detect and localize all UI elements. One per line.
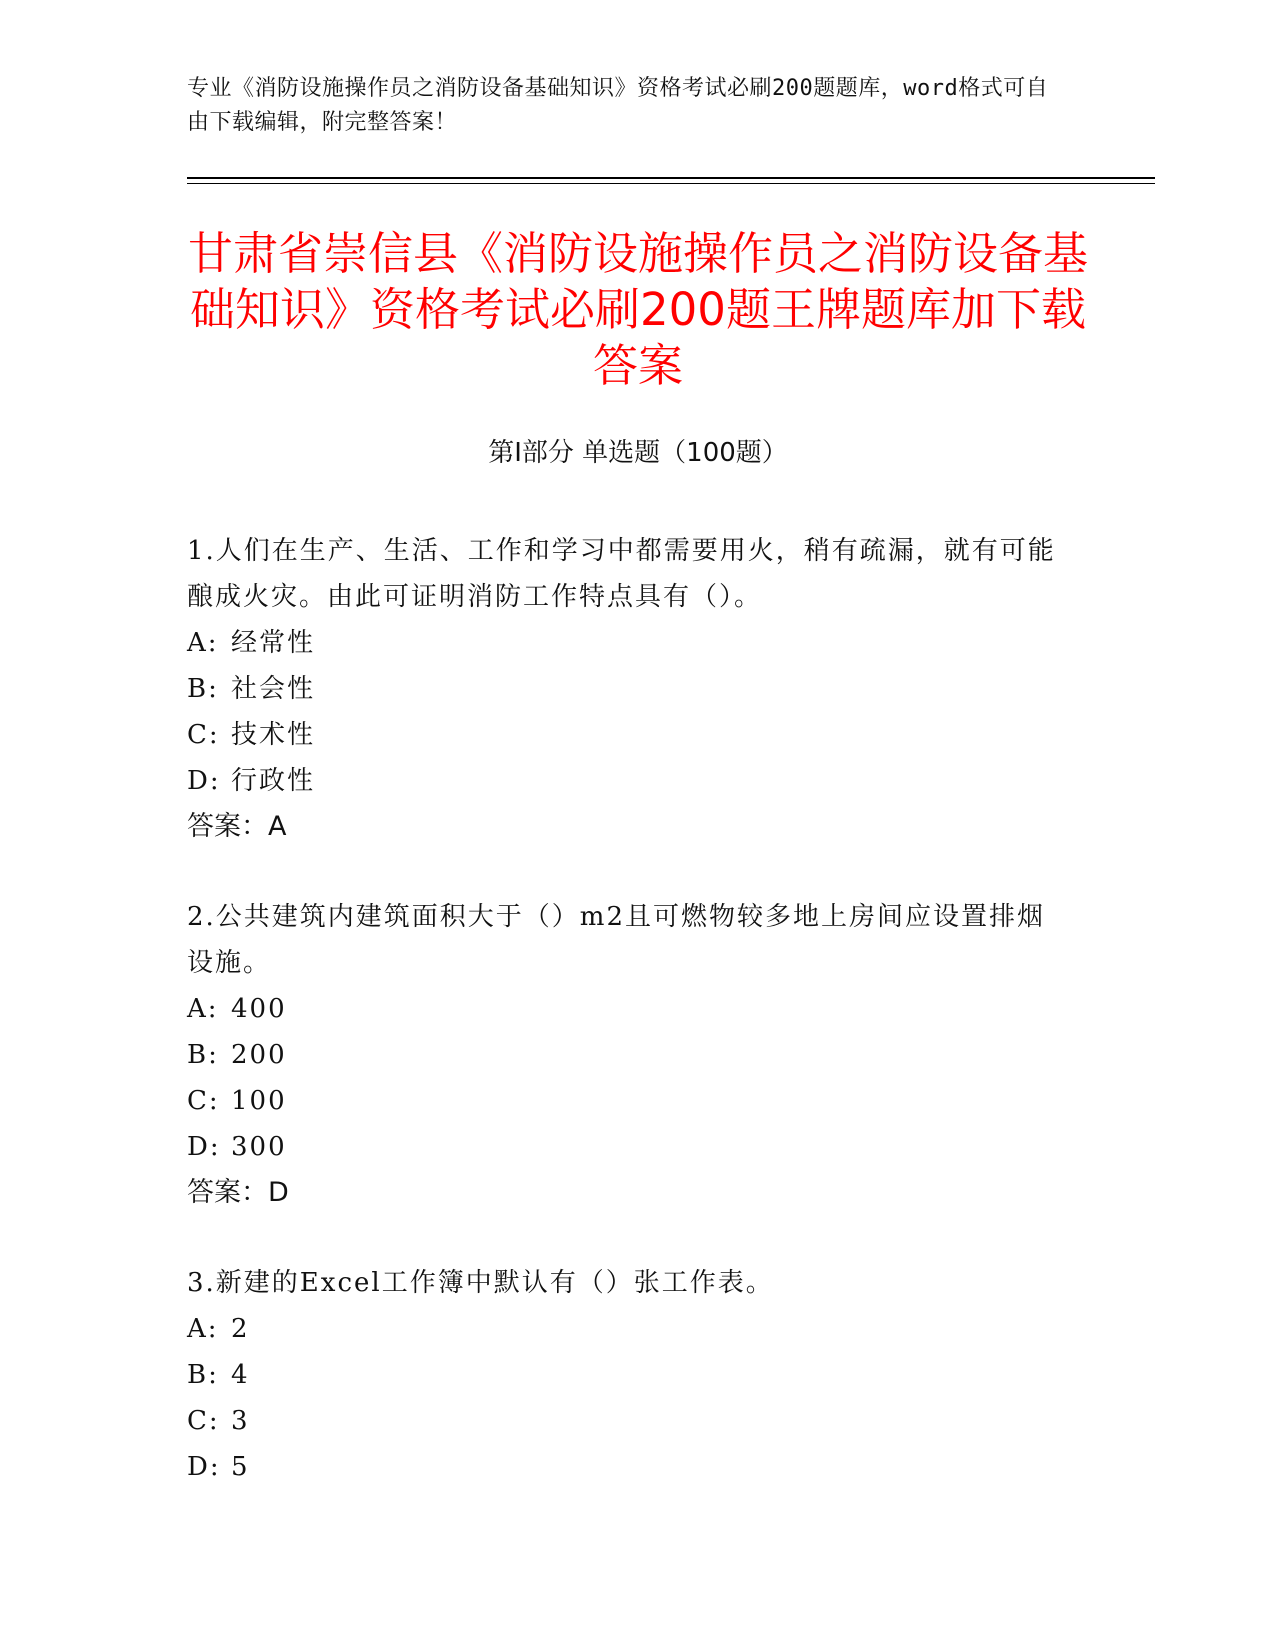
option-text: 100 bbox=[231, 1086, 287, 1116]
option-text: 行政性 bbox=[231, 766, 316, 796]
option-key: C: bbox=[187, 1086, 220, 1116]
option-key: C: bbox=[187, 1406, 220, 1436]
answer: 答案：D bbox=[187, 1177, 289, 1208]
option-c bbox=[187, 712, 1067, 758]
option-key: D: bbox=[187, 1452, 221, 1482]
option-key: B: bbox=[187, 674, 219, 704]
option-text: 5 bbox=[231, 1452, 250, 1482]
option-key: A: bbox=[187, 994, 219, 1024]
header-divider-bottom bbox=[187, 183, 1155, 184]
option-text: 400 bbox=[231, 994, 287, 1024]
option-key: B: bbox=[187, 1040, 219, 1070]
option-text: 2 bbox=[231, 1314, 250, 1344]
option-text: 200 bbox=[231, 1040, 287, 1070]
option-d bbox=[187, 1444, 1067, 1490]
option-d bbox=[187, 758, 1067, 804]
header-note: 专业《消防设施操作员之消防设备基础知识》资格考试必刷200题题库，word格式可自由下载编辑，附完整答案！ bbox=[187, 76, 1049, 135]
option-b bbox=[187, 666, 1067, 712]
option-text: 3 bbox=[231, 1406, 250, 1436]
option-b bbox=[187, 1352, 1067, 1398]
option-text: 技术性 bbox=[231, 720, 316, 750]
question-stem: 1.人们在生产、生活、工作和学习中都需要用火，稍有疏漏，就有可能酿成火灾。由此可证明消防工作特点具有（）。 bbox=[187, 536, 1056, 612]
option-a bbox=[187, 986, 1067, 1032]
option-c bbox=[187, 1398, 1067, 1444]
option-c bbox=[187, 1078, 1067, 1124]
option-key: A: bbox=[187, 1314, 219, 1344]
option-key: D: bbox=[187, 1132, 221, 1162]
option-text: 4 bbox=[231, 1360, 250, 1390]
header-divider-top bbox=[187, 177, 1155, 179]
document-title: 甘肃省崇信县《消防设施操作员之消防设备基础知识》资格考试必刷200题王牌题库加下载答案 bbox=[187, 227, 1088, 392]
question-list bbox=[187, 528, 1067, 1534]
option-key: C: bbox=[187, 720, 220, 750]
question-stem: 2.公共建筑内建筑面积大于（）m2且可燃物较多地上房间应设置排烟设施。 bbox=[187, 902, 1046, 978]
option-b bbox=[187, 1032, 1067, 1078]
option-text: 300 bbox=[231, 1132, 287, 1162]
question-2 bbox=[187, 894, 1067, 1216]
option-d bbox=[187, 1124, 1067, 1170]
option-a bbox=[187, 620, 1067, 666]
option-key: B: bbox=[187, 1360, 219, 1390]
option-text: 经常性 bbox=[231, 628, 316, 658]
option-key: A: bbox=[187, 628, 219, 658]
section-heading: 第I部分 单选题（100题） bbox=[488, 438, 788, 468]
option-a bbox=[187, 1306, 1067, 1352]
option-key: D: bbox=[187, 766, 221, 796]
question-1 bbox=[187, 528, 1067, 850]
answer: 答案：A bbox=[187, 811, 287, 842]
option-text: 社会性 bbox=[231, 674, 316, 704]
question-stem: 3.新建的Excel工作簿中默认有（）张工作表。 bbox=[187, 1268, 774, 1298]
question-3 bbox=[187, 1260, 1067, 1490]
